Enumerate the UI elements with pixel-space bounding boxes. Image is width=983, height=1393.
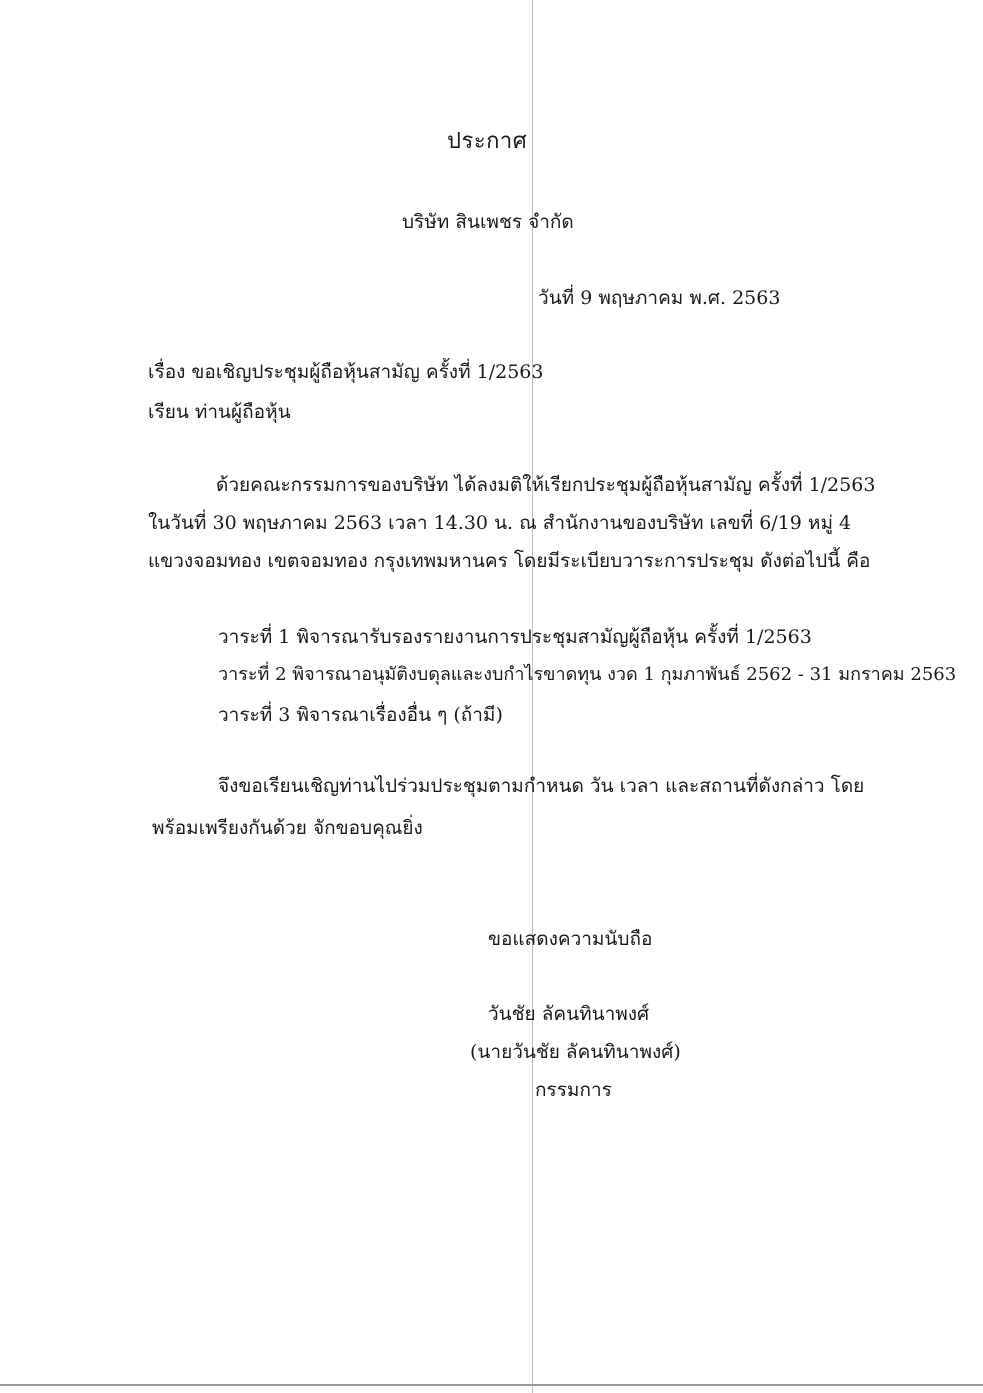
- body-line-1: ด้วยคณะกรรมการของบริษัท ได้ลงมติให้เรียกประชุมผู้ถือหุ้นสามัญ ครั้งที่ 1/2563: [216, 474, 876, 496]
- signer-full-name: (นายวันชัย ลัคนทินาพงศ์): [470, 1041, 681, 1063]
- body-line-3: แขวงจอมทอง เขตจอมทอง กรุงเทพมหานคร โดยมีระเบียบวาระการประชุม ดังต่อไปนี้ คือ: [148, 550, 871, 572]
- body-line-2: ในวันที่ 30 พฤษภาคม 2563 เวลา 14.30 น. ณ สำนักงานของบริษัท เลขที่ 6/19 หมู่ 4: [148, 512, 852, 534]
- scan-fold-line: [532, 0, 533, 1393]
- agenda-item-2: วาระที่ 2 พิจารณาอนุมัติงบดุลและงบกำไรขาดทุน งวด 1 กุมภาพันธ์ 2562 - 31 มกราคม 2563: [218, 664, 957, 685]
- company-name: บริษัท สินเพชร จำกัด: [402, 211, 574, 233]
- document-title: ประกาศ: [447, 129, 528, 154]
- regards-line: ขอแสดงความนับถือ: [488, 928, 653, 950]
- agenda-item-3: วาระที่ 3 พิจารณาเรื่องอื่น ๆ (ถ้ามี): [218, 704, 503, 726]
- scan-bottom-edge: [0, 1384, 983, 1386]
- signer-position: กรรมการ: [535, 1079, 612, 1101]
- subject-line: เรื่อง ขอเชิญประชุมผู้ถือหุ้นสามัญ ครั้งที่ 1/2563: [148, 361, 544, 383]
- signer-name: วันชัย ลัคนทินาพงศ์: [488, 1003, 650, 1025]
- recipient-line: เรียน ท่านผู้ถือหุ้น: [148, 401, 291, 423]
- document-date: วันที่ 9 พฤษภาคม พ.ศ. 2563: [538, 287, 781, 309]
- agenda-item-1: วาระที่ 1 พิจารณารับรองรายงานการประชุมสามัญผู้ถือหุ้น ครั้งที่ 1/2563: [218, 626, 812, 648]
- closing-line-2: พร้อมเพรียงกันด้วย จักขอบคุณยิ่ง: [152, 817, 423, 839]
- closing-line-1: จึงขอเรียนเชิญท่านไปร่วมประชุมตามกำหนด วัน เวลา และสถานที่ดังกล่าว โดย: [218, 775, 865, 797]
